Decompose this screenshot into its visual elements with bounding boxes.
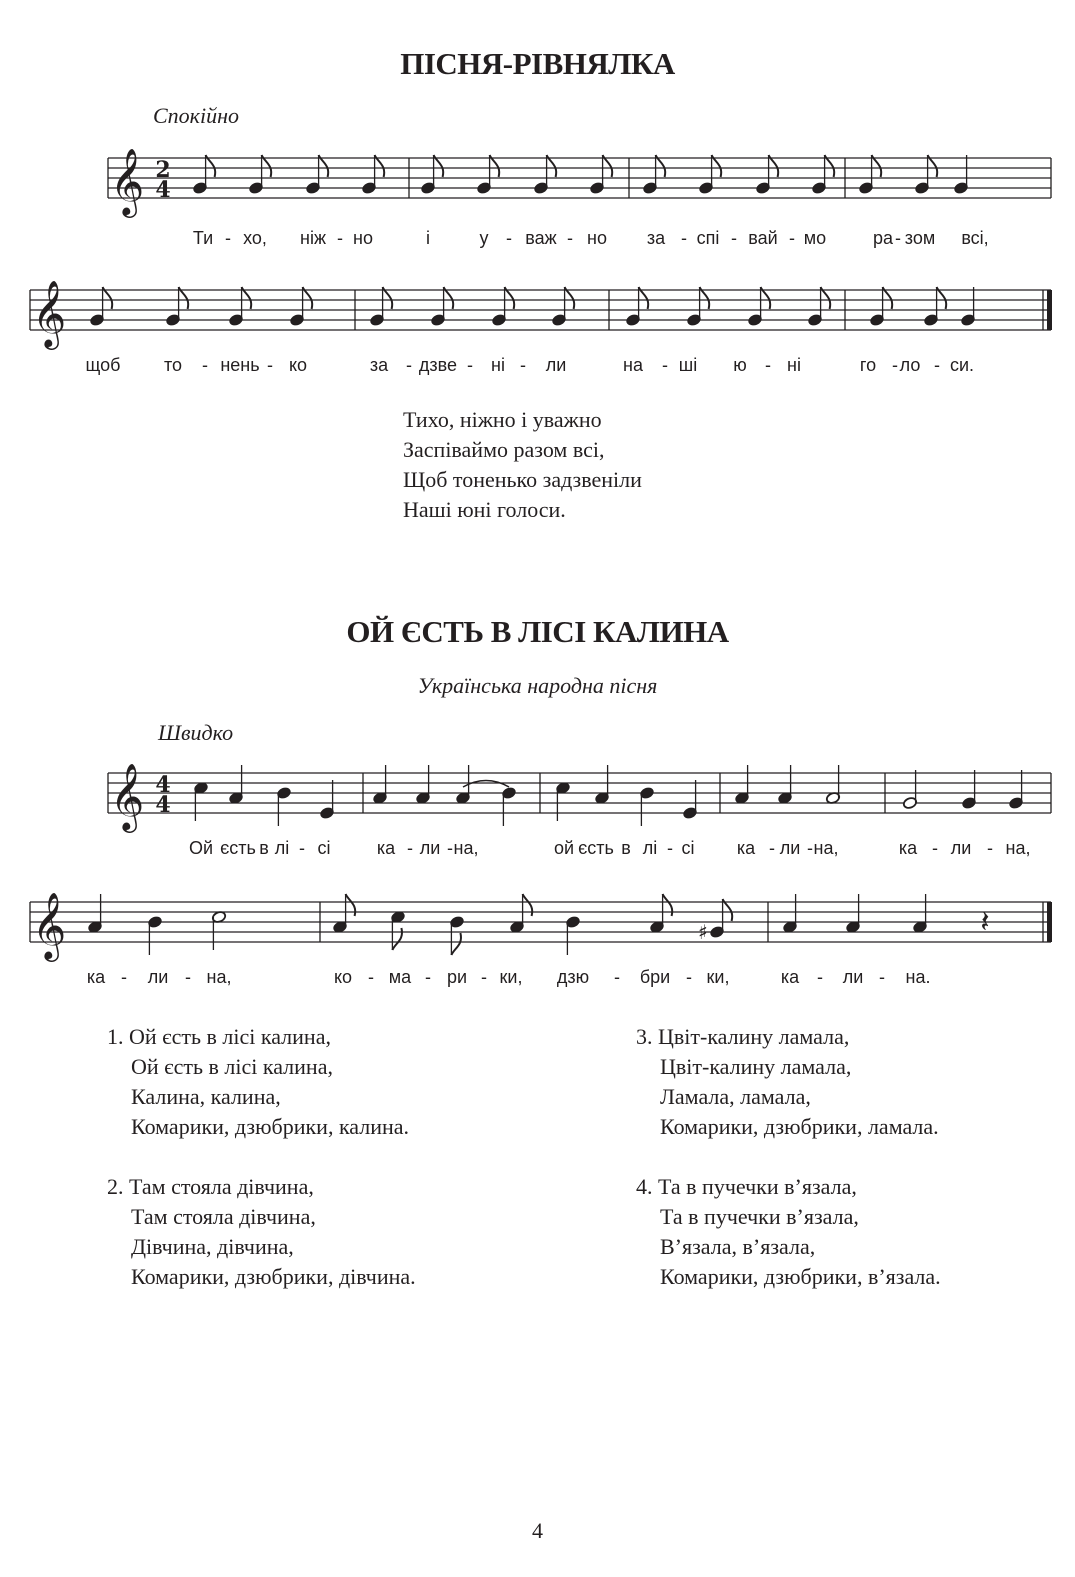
lyric-syllable: ри	[446, 967, 468, 987]
lyric-hyphen: -	[686, 967, 692, 987]
note-flag	[663, 894, 673, 916]
stanza-line: Комарики, дзюбрики, в’язала.	[660, 1264, 941, 1289]
lyric-hyphen: -	[506, 228, 512, 248]
song-title: ПІСНЯ-РІВНЯЛКА	[400, 46, 675, 81]
lyric-hyphen: -	[987, 838, 993, 858]
lyric-hyphen: -	[892, 355, 898, 375]
lyric-syllable: мо	[803, 228, 827, 248]
lyric-syllable: ло	[899, 355, 921, 375]
lyric-syllable: ка	[736, 838, 756, 858]
lyric-syllable: за	[646, 228, 666, 248]
lyric-hyphen: -	[520, 355, 526, 375]
lyric-syllable: Ти	[192, 228, 214, 248]
lyric-syllable: ні	[491, 355, 505, 375]
lyric-syllable: ли	[545, 355, 567, 375]
lyric-hyphen: -	[121, 967, 127, 987]
stanza-line: Комарики, дзюбрики, дівчина.	[131, 1264, 416, 1289]
lyric-hyphen: -	[407, 838, 413, 858]
lyric-hyphen: -	[225, 228, 231, 248]
stanza-line: 2. Там стояла дівчина,	[107, 1174, 314, 1199]
stanza	[107, 1022, 409, 1142]
lyric-syllable: єсть	[220, 838, 256, 858]
lyric-syllable: важ	[525, 228, 557, 248]
treble-clef-icon: 𝄞	[110, 147, 145, 215]
time-signature: 2	[155, 157, 171, 183]
note-flag	[523, 894, 533, 916]
lyric-syllable: ка	[780, 967, 800, 987]
lyric-hyphen: -	[425, 967, 431, 987]
lyric-hyphen: -	[406, 355, 412, 375]
lyric-syllable: єсть	[578, 838, 614, 858]
lyric-syllable: на	[623, 355, 643, 375]
lyric-syllable: лі	[642, 838, 658, 858]
lyric-hyphen: -	[185, 967, 191, 987]
lyric-syllable: дзю	[556, 967, 590, 987]
lyric-hyphen: -	[614, 967, 620, 987]
stanza-line: 3. Цвіт-калину ламала,	[636, 1024, 850, 1049]
quarter-rest-icon: 𝄽	[980, 905, 990, 940]
treble-clef-icon: 𝄞	[32, 891, 67, 959]
lyric-syllable: спі	[696, 228, 720, 248]
lyric-syllable: но	[353, 228, 373, 248]
lyric-hyphen: -	[299, 838, 305, 858]
stanza	[107, 1172, 416, 1292]
stanza-line: Дівчина, дівчина,	[131, 1234, 294, 1259]
stanza-line: Та в пучечки в’язала,	[660, 1204, 859, 1229]
stanza-line: 1. Ой єсть в лісі калина,	[107, 1024, 331, 1049]
lyric-hyphen: -	[481, 967, 487, 987]
lyric-syllable: хо,	[243, 228, 267, 248]
tempo-marking: Спокійно	[153, 103, 239, 128]
lyric-syllable: дзве	[418, 355, 458, 375]
stanza-line: Ламала, ламала,	[660, 1084, 811, 1109]
lyric-syllable: лі	[274, 838, 290, 858]
lyric-syllable: в	[259, 838, 269, 858]
text-line: Наші юні голоси.	[403, 497, 566, 522]
stanza-line: Калина, калина,	[131, 1084, 281, 1109]
lyric-syllable: в	[621, 838, 631, 858]
lyric-hyphen: -	[202, 355, 208, 375]
lyric-hyphen: -	[267, 355, 273, 375]
lyric-hyphen: -	[895, 228, 901, 248]
lyric-syllable: ой	[553, 838, 575, 858]
stanza-line: Цвіт-калину ламала,	[660, 1054, 852, 1079]
lyric-syllable: ли	[842, 967, 864, 987]
lyric-syllable: ка	[898, 838, 918, 858]
lyric-syllable: ма	[388, 967, 412, 987]
song-subtitle: Українська народна пісня	[417, 673, 658, 698]
lyric-syllable: на,	[813, 838, 839, 858]
lyric-syllable: зом	[904, 228, 936, 248]
lyric-hyphen: -	[368, 967, 374, 987]
lyric-syllable: ра	[872, 228, 894, 248]
lyric-syllable: всі,	[961, 228, 989, 248]
time-signature: 4	[155, 772, 171, 798]
lyric-syllable: ші	[678, 355, 698, 375]
text-line: Тихо, ніжно і уважно	[403, 407, 602, 432]
stanza-line: В’язала, в’язала,	[660, 1234, 816, 1259]
lyric-syllable: ли	[779, 838, 801, 858]
lyric-syllable: бри	[639, 967, 671, 987]
tie	[463, 781, 509, 788]
lyric-syllable: сі	[317, 838, 331, 858]
lyric-syllable: на,	[1005, 838, 1031, 858]
lyric-syllable: ли	[419, 838, 441, 858]
time-signature: 4	[155, 792, 171, 818]
lyric-hyphen: -	[789, 228, 795, 248]
lyric-syllable: ніж	[300, 228, 326, 248]
lyric-syllable: си.	[949, 355, 975, 375]
lyric-syllable: на,	[206, 967, 232, 987]
time-signature: 4	[155, 177, 171, 203]
lyric-syllable: ко	[288, 355, 308, 375]
lyric-hyphen: -	[337, 228, 343, 248]
stanza	[636, 1172, 941, 1292]
lyric-syllable: Ой	[188, 838, 214, 858]
final-barline	[1047, 290, 1052, 330]
lyric-hyphen: -	[567, 228, 573, 248]
lyric-hyphen: -	[769, 838, 775, 858]
lyric-syllable: нень	[220, 355, 260, 375]
lyric-syllable: ко	[333, 967, 353, 987]
song-text	[403, 405, 642, 525]
lyric-syllable: вай	[748, 228, 778, 248]
lyric-syllable: на.	[905, 967, 931, 987]
lyric-syllable: за	[369, 355, 389, 375]
final-barline	[1047, 902, 1052, 942]
lyric-syllable: ки,	[706, 967, 730, 987]
lyric-hyphen: -	[807, 838, 813, 858]
stanza-line: Комарики, дзюбрики, калина.	[131, 1114, 410, 1139]
stanza-line: Комарики, дзюбрики, ламала.	[660, 1114, 939, 1139]
stanza-line: 4. Та в пучечки в’язала,	[636, 1174, 857, 1199]
lyric-syllable: ли	[147, 967, 169, 987]
lyric-hyphen: -	[934, 355, 940, 375]
lyric-hyphen: -	[932, 838, 938, 858]
lyric-hyphen: -	[447, 838, 453, 858]
lyric-syllable: ка	[86, 967, 106, 987]
page-number: 4	[532, 1518, 543, 1543]
tempo-marking: Швидко	[158, 720, 234, 745]
text-line: Заспіваймо разом всі,	[403, 437, 605, 462]
lyric-hyphen: -	[731, 228, 737, 248]
lyric-syllable: ки,	[499, 967, 523, 987]
lyric-hyphen: -	[817, 967, 823, 987]
lyric-syllable: ли	[950, 838, 972, 858]
lyric-syllable: то	[163, 355, 183, 375]
note-flag	[392, 928, 402, 950]
lyric-hyphen: -	[765, 355, 771, 375]
lyric-syllable: і	[426, 228, 430, 248]
stanza	[636, 1022, 939, 1142]
lyric-syllable: сі	[681, 838, 695, 858]
note-flag	[451, 933, 461, 955]
lyric-syllable: на,	[453, 838, 479, 858]
lyric-syllable: у	[479, 228, 489, 248]
lyric-syllable: ю	[733, 355, 747, 375]
lyric-syllable: ні	[787, 355, 801, 375]
text-line: Щоб тоненько задзвеніли	[403, 467, 642, 492]
stanza-line: Ой єсть в лісі калина,	[131, 1054, 333, 1079]
song-title: ОЙ ЄСТЬ В ЛІСІ КАЛИНА	[346, 614, 729, 649]
lyric-syllable: ка	[376, 838, 396, 858]
treble-clef-icon: 𝄞	[32, 279, 67, 347]
treble-clef-icon: 𝄞	[110, 762, 145, 830]
lyric-hyphen: -	[667, 838, 673, 858]
stanza-line: Там стояла дівчина,	[131, 1204, 316, 1229]
note-flag	[346, 894, 356, 916]
sharp-icon: ♯	[698, 920, 708, 944]
lyric-syllable: го	[859, 355, 877, 375]
lyric-hyphen: -	[681, 228, 687, 248]
lyric-syllable: щоб	[85, 355, 121, 375]
lyric-hyphen: -	[662, 355, 668, 375]
lyric-hyphen: -	[467, 355, 473, 375]
lyric-syllable: но	[587, 228, 607, 248]
lyric-hyphen: -	[879, 967, 885, 987]
